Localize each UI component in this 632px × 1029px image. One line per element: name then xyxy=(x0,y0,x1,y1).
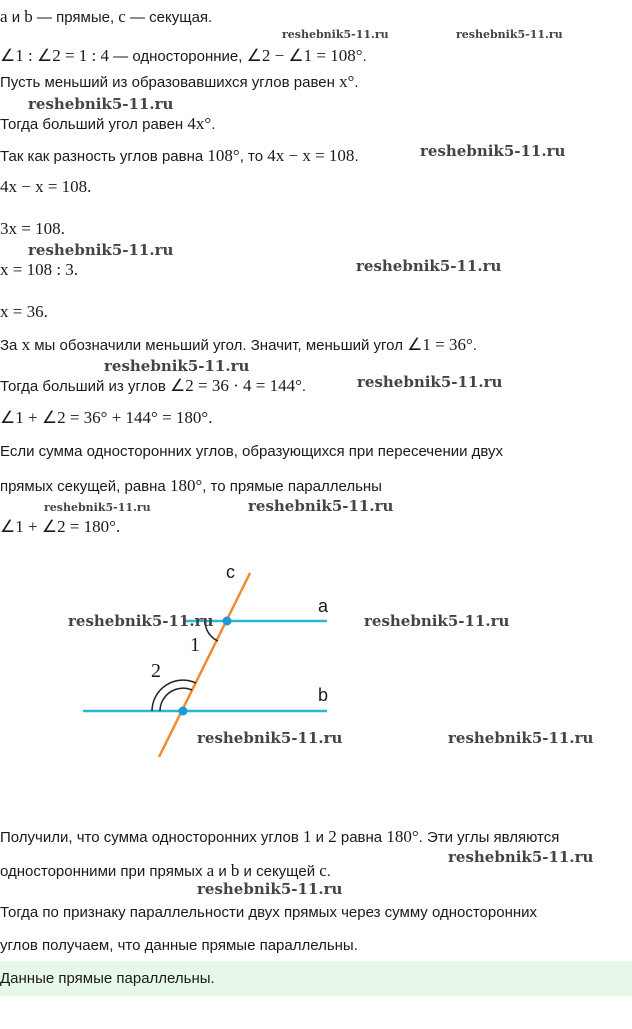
watermark: reshebnik5-11.ru xyxy=(197,880,343,898)
watermark: reshebnik5-11.ru xyxy=(68,612,214,630)
text-line-5: Так как разность углов равна 108°, то 4x − x = 108. xyxy=(0,146,359,165)
intersection-point-b xyxy=(179,707,188,716)
watermark: reshebnik5-11.ru xyxy=(248,497,394,515)
angle-2-label: 2 xyxy=(151,660,161,682)
equation-line-6: 4x − x = 108. xyxy=(0,177,92,196)
watermark: reshebnik5-11.ru xyxy=(364,612,510,630)
label-c: c xyxy=(226,562,235,582)
equation-line-7: 3x = 108. xyxy=(0,219,65,238)
text-line-13: Если сумма односторонних углов, образующихся при пересечении двух xyxy=(0,443,504,460)
label-a: a xyxy=(318,596,329,616)
text-line-2: ∠1 : ∠2 = 1 : 4 — односторонние, ∠2 − ∠1 = 108°. xyxy=(0,46,367,65)
watermark: reshebnik5-11.ru xyxy=(282,28,389,41)
text-line-10: За x мы обозначили меньший угол. Значит, меньший угол ∠1 = 36°. xyxy=(0,335,477,354)
equation-line-8: x = 108 : 3. xyxy=(0,260,79,279)
watermark: reshebnik5-11.ru xyxy=(356,257,502,275)
text-line-19: углов получаем, что данные прямые параллельны. xyxy=(0,937,358,954)
equation-line-12: ∠1 + ∠2 = 36° + 144° = 180°. xyxy=(0,408,213,427)
intersection-point-a xyxy=(223,617,232,626)
watermark: reshebnik5-11.ru xyxy=(448,729,594,747)
text-line-1: a и b — прямые, c — секущая. xyxy=(0,7,213,26)
answer-box xyxy=(0,961,632,996)
text-line-3: Пусть меньший из образовавшихся углов равен x°. xyxy=(0,72,359,91)
text-line-11: Тогда больший из углов ∠2 = 36 · 4 = 144°. xyxy=(0,376,307,395)
watermark: reshebnik5-11.ru xyxy=(104,357,250,375)
answer-text: Данные прямые параллельны. xyxy=(0,970,215,987)
text-line-16: Получили, что сумма односторонних углов 1 и 2 равна 180°. Эти углы являются xyxy=(0,827,560,846)
text-line-18: Тогда по признаку параллельности двух прямых через сумму односторонних xyxy=(0,904,538,921)
text-line-14: прямых секущей, равна 180°, то прямые параллельны xyxy=(0,476,382,495)
text-line-4: Тогда больший угол равен 4x°. xyxy=(0,114,216,133)
watermark: reshebnik5-11.ru xyxy=(357,373,503,391)
angle-1-label: 1 xyxy=(190,634,200,656)
watermark: reshebnik5-11.ru xyxy=(448,848,594,866)
text-line-17: односторонними при прямых a и b и секущей c. xyxy=(0,861,331,880)
watermark: reshebnik5-11.ru xyxy=(420,142,566,160)
watermark: reshebnik5-11.ru xyxy=(44,501,151,514)
watermark: reshebnik5-11.ru xyxy=(197,729,343,747)
watermark: reshebnik5-11.ru xyxy=(456,28,563,41)
equation-line-15: ∠1 + ∠2 = 180°. xyxy=(0,517,121,536)
equation-line-9: x = 36. xyxy=(0,302,48,321)
watermark: reshebnik5-11.ru xyxy=(28,95,174,113)
watermark: reshebnik5-11.ru xyxy=(28,241,174,259)
label-b: b xyxy=(318,685,329,705)
